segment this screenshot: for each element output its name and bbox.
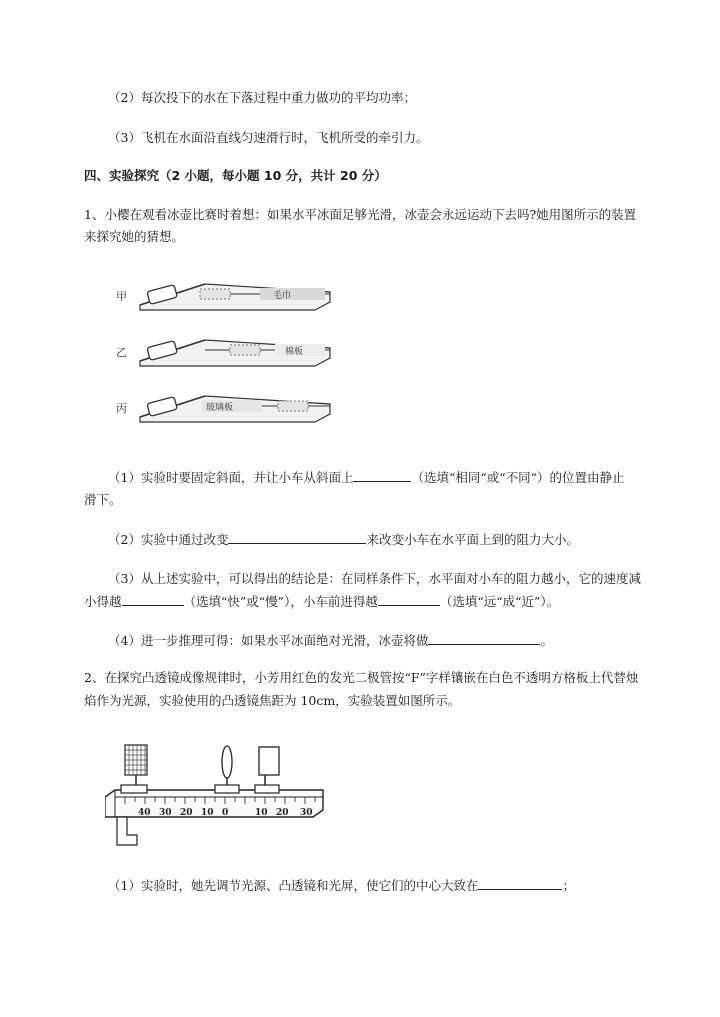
surface-label-glass: 玻璃板 — [206, 403, 234, 413]
ramp-row-yi — [116, 340, 330, 366]
q1-stem-line1: 1、小樱在观看冰壶比赛时着想：如果水平冰面足够光滑，冰壶会永远运动下去吗?她用图所示的装置 — [84, 207, 637, 222]
answer-blank-2[interactable] — [228, 530, 366, 544]
prev-question-2: （2）每次投下的水在下落过程中重力做功的平均功率； — [108, 90, 416, 105]
convex-lens — [215, 746, 239, 793]
q1-sub3-line1: （3）从上述实验中，可以得出的结论是：在同样条件下，水平面对小车的阻力越小，它的速度减 — [108, 571, 641, 586]
ramp-row-jia — [116, 284, 330, 310]
q2-stem-line2: 焰作为光源，实验使用的凸透镜焦距为 10cm，实验装置如图所示。 — [84, 693, 461, 708]
prev-question-3: （3）飞机在水面沿直线匀速滑行时，飞机所受的牵引力。 — [108, 130, 429, 145]
scale-label: 20 — [276, 808, 289, 818]
q1-sub4: （4）进一步推理可得：如果水平冰面绝对光滑，冰壶将做 。 — [108, 633, 553, 648]
row-label-jia: 甲 — [116, 290, 127, 303]
scale-label: 30 — [300, 808, 313, 818]
q1-sub1-line1: （1）实验时要固定斜面，并让小车从斜面上 （选填“相同“或“不同“）的位置由静止 — [108, 470, 625, 485]
surface-label-board: 棉板 — [285, 347, 304, 357]
answer-blank-5[interactable] — [428, 631, 540, 645]
incline-experiment-figure — [110, 272, 340, 442]
light-screen — [255, 747, 279, 793]
light-source-grid — [121, 745, 147, 793]
scale-label: 0 — [222, 808, 229, 818]
optical-bench-figure — [105, 735, 330, 850]
scale-label: 30 — [159, 808, 172, 818]
scale-label: 10 — [201, 808, 214, 818]
answer-blank-3[interactable] — [122, 592, 184, 606]
q2-sub1: （1）实验时，她先调节光源、凸透镜和光屏，使它们的中心大致在 ； — [108, 878, 575, 893]
scale-label: 40 — [138, 808, 151, 818]
q1-sub2: （2）实验中通过改变 来改变小车在水平面上到的阻力大小。 — [108, 532, 579, 547]
q1-stem-line2: 来探究她的猜想。 — [84, 229, 185, 244]
surface-label-towel: 毛巾 — [273, 291, 292, 301]
row-label-yi: 乙 — [116, 346, 127, 359]
scale-label: 10 — [255, 808, 268, 818]
q2-stem-line1: 2、在探究凸透镜成像规律时，小芳用红色的发光二极管按“F”字样镶嵌在白色不透明方格板上代替烛 — [84, 670, 639, 685]
answer-blank-6[interactable] — [478, 876, 562, 890]
ramp-row-bing — [116, 396, 330, 422]
scale-label: 20 — [180, 808, 193, 818]
answer-blank-1[interactable] — [353, 468, 411, 482]
answer-blank-4[interactable] — [378, 592, 440, 606]
row-label-bing: 丙 — [116, 402, 127, 415]
q1-sub3-line2: 小得越 （选填“快”或“慢”），小车前进得越 （选填“远“成“近”）。 — [84, 594, 560, 609]
section-title: 四、实验探究（2 小题，每小题 10 分，共计 20 分） — [84, 168, 387, 183]
q1-sub1-line2: 滑下。 — [84, 492, 122, 507]
